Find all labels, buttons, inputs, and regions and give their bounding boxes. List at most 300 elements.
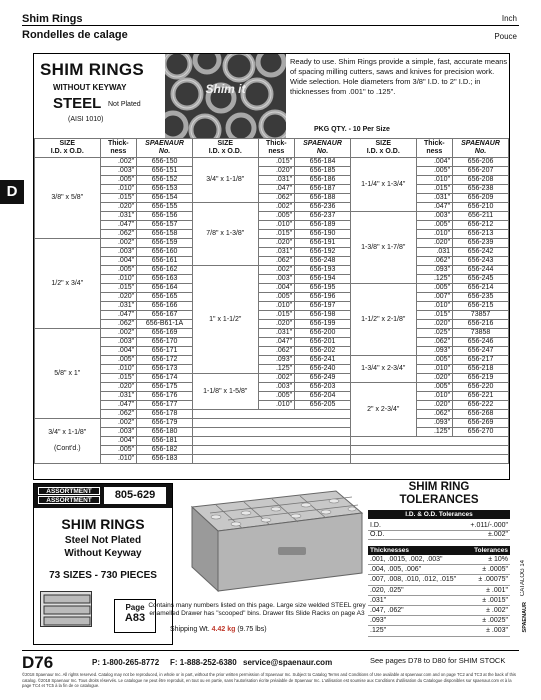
part-number-cell[interactable]: 656-200 (295, 329, 351, 338)
tolerance-value: ±.002" (412, 531, 510, 540)
thickness-cell: .020" (258, 167, 295, 176)
part-number-cell[interactable]: 656-166 (137, 302, 193, 311)
empty-cell (350, 455, 508, 464)
part-number-cell[interactable]: 656-238 (453, 185, 509, 194)
footer-divider (22, 650, 519, 651)
table-row (35, 383, 509, 392)
part-number-cell[interactable]: 656-197 (295, 302, 351, 311)
thickness-cell: .047" (258, 185, 295, 194)
part-number-cell[interactable]: 656-164 (137, 284, 193, 293)
size-cell (192, 266, 258, 374)
part-number-cell[interactable]: 656-246 (453, 338, 509, 347)
product-intro (34, 54, 164, 138)
shim-ring-table-body (35, 158, 509, 464)
phone-number[interactable]: P: 1-800-265-8772 (92, 658, 160, 667)
part-number-cell[interactable]: 656-158 (137, 230, 193, 239)
slide-rack-icon (40, 591, 92, 627)
thickness-cell: .062" (258, 347, 295, 356)
thickness-cell: .010" (416, 392, 453, 401)
part-number-cell[interactable]: 656-222 (453, 401, 509, 410)
thickness-cell: .010" (258, 401, 295, 410)
part-number-cell[interactable]: 656-187 (295, 185, 351, 194)
table-row (35, 320, 509, 329)
part-number-cell[interactable]: 73858 (453, 329, 509, 338)
part-number-cell[interactable]: 656-160 (137, 248, 193, 257)
page-header-subtitle-fr: Rondelles de calage (22, 29, 128, 41)
part-number-cell[interactable]: 656-202 (295, 347, 351, 356)
thickness-cell: .093" (416, 266, 453, 275)
part-number-cell[interactable]: 656-195 (295, 284, 351, 293)
table-row (35, 176, 509, 185)
idod-row (368, 531, 510, 540)
part-number-cell[interactable]: 656-154 (137, 194, 193, 203)
size-value: 5/8" x 1" (54, 369, 81, 377)
part-number-cell[interactable]: 656-150 (137, 158, 193, 167)
part-number-cell[interactable]: 656-242 (453, 248, 509, 257)
size-cell (192, 374, 258, 410)
thicknesses-header: Thicknesses (368, 546, 468, 555)
thickness-header: Thick- ness (416, 139, 453, 158)
thickness-range: .031" (368, 595, 468, 605)
thickness-cell: .005" (416, 356, 453, 365)
thickness-cell: .002" (100, 158, 137, 167)
thickness-cell: .093" (416, 419, 453, 428)
part-number-cell[interactable]: 656-199 (295, 320, 351, 329)
assortment-header (34, 484, 172, 508)
part-number-cell[interactable]: 656-215 (453, 302, 509, 311)
size-cell (35, 158, 101, 239)
size-value: 3/4" x 1-1/8" (48, 429, 87, 436)
thickness-cell: .020" (100, 383, 137, 392)
part-number-cell[interactable]: 656-157 (137, 221, 193, 230)
page-number: D76 (22, 653, 54, 672)
tolerance-value: +.011/-.000" (412, 522, 510, 531)
part-number-cell[interactable]: 656-185 (295, 167, 351, 176)
tolerance-value: ± .003" (468, 626, 510, 636)
thickness-cell: .005" (258, 392, 295, 401)
thickness-cell: .125" (416, 428, 453, 437)
thickness-cell: .062" (416, 338, 453, 347)
part-number-cell[interactable]: 656-198 (295, 311, 351, 320)
empty-cell (192, 410, 350, 419)
part-number-cell[interactable]: 656-241 (295, 356, 351, 365)
table-row (35, 365, 509, 374)
part-number-cell[interactable]: 656-191 (295, 239, 351, 248)
table-row (35, 275, 509, 284)
section-tab[interactable]: D (0, 180, 24, 204)
idod-tolerances-table (368, 522, 510, 540)
size-cell (350, 356, 416, 383)
thickness-cell: .020" (416, 320, 453, 329)
idod-row (368, 522, 510, 531)
thickness-cell: .062" (258, 194, 295, 203)
thickness-cell: .010" (258, 302, 295, 311)
thickness-cell: .015" (100, 374, 137, 383)
part-number-cell[interactable]: 656-270 (453, 428, 509, 437)
header-divider (22, 25, 519, 26)
thickness-cell: .062" (416, 257, 453, 266)
part-number-cell[interactable]: 656-247 (453, 347, 509, 356)
size-value: 1-1/8" x 1-5/8" (203, 387, 248, 395)
shim-ring-catalog-panel (33, 53, 510, 480)
part-number-cell[interactable]: 656-173 (137, 365, 193, 374)
part-number-cell[interactable]: 656-213 (453, 230, 509, 239)
part-number-cell[interactable]: 656-172 (137, 356, 193, 365)
tolerance-value: ± .001" (468, 585, 510, 595)
thickness-cell: .005" (416, 221, 453, 230)
part-number-cell[interactable]: 656-206 (453, 158, 509, 167)
part-number-cell[interactable]: 656-178 (137, 410, 193, 419)
tolerances-header: Tolerances (468, 546, 510, 555)
photo-caption: Shim it (205, 82, 246, 96)
thickness-cell: .005" (100, 176, 137, 185)
tolerance-value: ± 10% (468, 555, 510, 565)
part-number-cell[interactable]: 656-218 (453, 365, 509, 374)
size-cell (350, 383, 416, 437)
part-number-cell[interactable]: 656-220 (453, 383, 509, 392)
part-number-cell[interactable]: 656-169 (137, 329, 193, 338)
table-row (35, 185, 509, 194)
product-keyway: WITHOUT KEYWAY (53, 83, 127, 92)
part-number-cell[interactable]: 73857 (453, 311, 509, 320)
empty-cell (192, 428, 350, 437)
page-reference-number: A83 (124, 612, 146, 624)
thickness-cell: .004" (100, 437, 137, 446)
part-number-cell[interactable]: 656-193 (295, 266, 351, 275)
thickness-cell: .020" (100, 293, 137, 302)
table-row (35, 221, 509, 230)
part-number-cell[interactable]: 656-180 (137, 428, 193, 437)
thickness-cell: .031" (258, 248, 295, 257)
tolerances-title (368, 481, 510, 507)
thickness-cell: .005" (100, 266, 137, 275)
legal-notice: ©2018 Spaenaur Inc. All rights reserved. Catalog may not be reproduced, in whole or in part, without the prior written permission of Spaenaur Inc. Subject to Catalog Terms and Conditions of Use available at spaenaur.com and on page TC2 and TC3 at the back of this catalog. ©2018 Spaenaur Inc. Tous droits réservés. Le catalogue ne peut être reproduit, en tout ou en partie, sans l'autorisation écrite préalable de Spaenaur Inc. L'utilisation est soumise aux Conditions d'utilisation du Catalogue disponibles sur spaenaur.com et à la page TC4 et TC5 à la fin de ce catalogue. (22, 672, 517, 688)
thickness-cell: .031" (100, 392, 137, 401)
table-row (35, 239, 509, 248)
part-number-cell[interactable]: 656-162 (137, 266, 193, 275)
shim-rings-illustration (165, 54, 286, 138)
table-row (35, 311, 509, 320)
table-row (35, 293, 509, 302)
part-number-cell[interactable]: 656-182 (137, 446, 193, 455)
table-row (35, 212, 509, 221)
thickness-cell: .005" (416, 167, 453, 176)
part-number-cell[interactable]: 656-189 (295, 221, 351, 230)
part-number-cell[interactable]: 656-268 (453, 410, 509, 419)
part-number-cell[interactable]: 656-217 (453, 356, 509, 365)
table-row (35, 158, 509, 167)
tolerance-value: ± .0025" (468, 616, 510, 626)
part-number-cell[interactable]: 656-183 (137, 455, 193, 464)
thickness-cell: .031" (258, 329, 295, 338)
assortment-keyway: Without Keyway (64, 548, 142, 559)
page-header-unit: Inch (501, 14, 517, 23)
thickness-cell: .004" (416, 158, 453, 167)
size-cell (35, 239, 101, 329)
thickness-cell: .003" (258, 383, 295, 392)
empty-cell (192, 419, 350, 428)
assortment-panel (33, 483, 173, 645)
page-header-unit-fr: Pouce (494, 32, 517, 41)
thickness-cell: .015" (100, 194, 137, 203)
thickness-cell: .020" (100, 203, 137, 212)
thickness-cell: .125" (258, 365, 295, 374)
thickness-cell: .031" (100, 212, 137, 221)
part-number-cell[interactable]: 656-244 (453, 266, 509, 275)
part-number-cell[interactable]: 656-211 (453, 212, 509, 221)
package-quantity: PKG QTY. - 10 Per Size (314, 126, 390, 133)
part-number-cell[interactable]: 656-240 (295, 365, 351, 374)
thickness-cell: .031 (416, 248, 453, 257)
shipping-weight-label: Shipping Wt. (170, 626, 210, 633)
thickness-cell: .062" (258, 257, 295, 266)
tolerance-value: ± .0015" (468, 595, 510, 605)
thickness-cell: .031" (258, 176, 295, 185)
catalog-edition: CATALOG 14 (520, 560, 526, 597)
thickness-tolerances-table (368, 546, 510, 637)
part-number-cell[interactable]: 656-269 (453, 419, 509, 428)
assortment-title: SHIM RINGS (61, 516, 145, 532)
thickness-cell: .062" (100, 410, 137, 419)
part-number-cell[interactable]: 656-243 (453, 257, 509, 266)
part-number-cell[interactable]: 656-155 (137, 203, 193, 212)
part-number-cell[interactable]: 656-159 (137, 239, 193, 248)
part-number-cell[interactable]: 656-204 (295, 392, 351, 401)
part-number-cell[interactable]: 656-239 (453, 239, 509, 248)
size-cell (192, 158, 258, 203)
thickness-cell: .047" (100, 311, 137, 320)
table-row (35, 167, 509, 176)
part-number-cell[interactable]: 656-177 (137, 401, 193, 410)
part-number-cell[interactable]: 656-161 (137, 257, 193, 266)
part-number-cell[interactable]: 656-186 (295, 176, 351, 185)
tolerance-row (368, 616, 510, 626)
spaenaur-logo: SPAENAUR (522, 602, 528, 633)
size-value: 2" x 2-3/4" (367, 405, 400, 413)
part-number-cell[interactable]: 656-175 (137, 383, 193, 392)
part-number-cell[interactable]: 656-174 (137, 374, 193, 383)
thickness-range: .001, .0015, .002, .003" (368, 555, 468, 565)
product-material: STEEL (53, 95, 102, 112)
part-number-cell[interactable]: 656-248 (295, 257, 351, 266)
thickness-cell: .002" (100, 419, 137, 428)
thickness-cell: .004" (258, 284, 295, 293)
assortment-number[interactable]: 805-629 (104, 487, 166, 504)
tolerance-row (368, 595, 510, 605)
thickness-cell: .007" (416, 293, 453, 302)
thickness-cell: .010" (416, 365, 453, 374)
thickness-cell: .010" (100, 185, 137, 194)
thickness-cell: .047" (416, 203, 453, 212)
part-number-cell[interactable]: 656-212 (453, 221, 509, 230)
part-number-cell[interactable]: 656-171 (137, 347, 193, 356)
thickness-cell: .005" (416, 284, 453, 293)
table-row (35, 428, 509, 437)
tolerances-title-line1: SHIM RING (408, 481, 470, 493)
shipping-weight-lbs: (9.75 lbs) (237, 626, 267, 633)
size-note: (Cont'd.) (53, 445, 81, 452)
thickness-cell: .031" (416, 194, 453, 203)
tolerance-row (368, 565, 510, 575)
thickness-header: Thick- ness (100, 139, 137, 158)
table-row (35, 446, 509, 455)
part-number-cell[interactable]: 656-176 (137, 392, 193, 401)
thickness-cell: .010" (258, 221, 295, 230)
table-row (35, 257, 509, 266)
thickness-cell: .047" (100, 401, 137, 410)
thickness-cell: .020" (416, 239, 453, 248)
thickness-range: .004, .005, .006" (368, 565, 468, 575)
dimension-label: O.D. (368, 531, 412, 540)
shipping-weight (170, 626, 267, 633)
size-header: SIZE I.D. x O.D. (35, 139, 101, 158)
product-spec: (AISI 1010) (68, 116, 104, 123)
thickness-cell: .020" (258, 320, 295, 329)
thickness-cell: .062" (100, 320, 137, 329)
part-number-cell[interactable]: 656-221 (453, 392, 509, 401)
part-number-cell[interactable]: 656-235 (453, 293, 509, 302)
thickness-cell: .010" (100, 275, 137, 284)
part-number-cell[interactable]: 656-192 (295, 248, 351, 257)
thickness-cell: .002" (258, 374, 295, 383)
part-number-cell[interactable]: 656-249 (295, 374, 351, 383)
part-number-cell[interactable]: 656-188 (295, 194, 351, 203)
size-cell (350, 284, 416, 356)
email-link[interactable]: service@spaenaur.com (243, 658, 333, 667)
size-value: 3/4" x 1-1/8" (206, 176, 245, 183)
size-value: 1/2" x 3/4" (51, 279, 84, 287)
part-number-cell[interactable]: 656-205 (295, 401, 351, 410)
empty-cell (350, 437, 508, 446)
thickness-cell: .003" (416, 212, 453, 221)
table-row (35, 356, 509, 365)
shim-rings-photo (165, 54, 286, 138)
part-number-cell[interactable]: 656-196 (295, 293, 351, 302)
table-row (35, 401, 509, 410)
part-number-cell[interactable]: 656-167 (137, 311, 193, 320)
thickness-cell: .025" (416, 329, 453, 338)
thickness-cell: .004" (100, 257, 137, 266)
thickness-cell: .093" (416, 347, 453, 356)
thickness-cell: .093" (258, 356, 295, 365)
thickness-cell: .062" (100, 230, 137, 239)
thickness-cell: .125" (416, 275, 453, 284)
thickness-cell: .002" (258, 266, 295, 275)
part-number-cell[interactable]: 656-163 (137, 275, 193, 284)
thickness-cell: .003" (100, 167, 137, 176)
thickness-cell: .010" (416, 176, 453, 185)
part-number-cell[interactable]: 656-236 (295, 203, 351, 212)
part-number-cell[interactable]: 656-B61-1A (137, 320, 193, 329)
table-row (35, 419, 509, 428)
thickness-cell: .005" (258, 293, 295, 302)
table-row (35, 194, 509, 203)
thickness-cell: .010" (416, 230, 453, 239)
empty-cell (350, 446, 508, 455)
size-value: 1-3/8" x 1-7/8" (361, 243, 406, 251)
thickness-cell: .002" (100, 239, 137, 248)
thickness-cell: .002" (100, 329, 137, 338)
size-cell (192, 203, 258, 266)
table-row (35, 410, 509, 419)
tolerance-row (368, 606, 510, 616)
part-number-cell[interactable]: 656-207 (453, 167, 509, 176)
shim-ring-size-table (34, 138, 509, 464)
table-row (35, 284, 509, 293)
thickness-cell: .010" (100, 365, 137, 374)
empty-cell (192, 437, 350, 446)
table-row (35, 374, 509, 383)
part-number-header: SPAENAUR No. (295, 139, 351, 158)
dimension-label: I.D. (368, 522, 412, 531)
part-number-cell[interactable]: 656-184 (295, 158, 351, 167)
part-number-cell[interactable]: 656-190 (295, 230, 351, 239)
table-row (35, 338, 509, 347)
part-number-cell[interactable]: 656-156 (137, 212, 193, 221)
thickness-cell: .047" (258, 338, 295, 347)
part-number-cell[interactable]: 656-194 (295, 275, 351, 284)
empty-cell (192, 446, 350, 455)
thickness-range: .093" (368, 616, 468, 626)
part-number-cell[interactable]: 656-216 (453, 320, 509, 329)
part-number-cell[interactable]: 656-165 (137, 293, 193, 302)
part-number-cell[interactable]: 656-245 (453, 275, 509, 284)
part-number-cell[interactable]: 656-170 (137, 338, 193, 347)
thickness-cell: .005" (416, 383, 453, 392)
thickness-cell: .003" (100, 428, 137, 437)
part-number-cell[interactable]: 656-219 (453, 374, 509, 383)
size-value: 1-3/4" x 2-3/4" (361, 365, 406, 372)
thickness-cell: .031" (100, 302, 137, 311)
thickness-cell: .047" (100, 221, 137, 230)
part-number-cell[interactable]: 656-208 (453, 176, 509, 185)
page-reference-label: Page (125, 603, 145, 612)
part-number-cell[interactable]: 656-181 (137, 437, 193, 446)
part-number-cell[interactable]: 656-152 (137, 176, 193, 185)
part-number-cell[interactable]: 656-153 (137, 185, 193, 194)
assortment-caption: Contains many numbers listed on this page. Large size welded STEEL grey enamelled Drawer has "scooped" bins. Drawer fits Slide Racks on page A3 (148, 602, 366, 617)
assortment-material: Steel Not Plated (64, 535, 142, 546)
size-value: 1-1/2" x 2-1/8" (361, 315, 406, 323)
assortment-label: ASSORTMENT (38, 487, 100, 495)
part-number-cell[interactable]: 656-210 (453, 203, 509, 212)
part-number-cell[interactable]: 656-209 (453, 194, 509, 203)
tolerance-value: ± .0005" (468, 565, 510, 575)
thickness-range: .020, .025" (368, 585, 468, 595)
thickness-cell: .062" (416, 410, 453, 419)
see-also-note[interactable]: See pages D78 to D80 for SHIM STOCK (370, 656, 506, 665)
table-row (35, 266, 509, 275)
fax-number: F: 1-888-252-6380 (170, 658, 237, 667)
part-number-cell[interactable]: 656-151 (137, 167, 193, 176)
part-number-cell[interactable]: 656-201 (295, 338, 351, 347)
size-value: 1" x 1-1/2" (209, 315, 242, 323)
part-number-cell[interactable]: 656-179 (137, 419, 193, 428)
tolerance-row (368, 555, 510, 565)
shipping-weight-kg: 4.42 kg (211, 626, 236, 633)
size-cell (350, 212, 416, 284)
thickness-header: Thick- ness (258, 139, 295, 158)
thickness-cell: .015" (100, 284, 137, 293)
thickness-cell: .005" (100, 356, 137, 365)
part-number-cell[interactable]: 656-203 (295, 383, 351, 392)
part-number-cell[interactable]: 656-214 (453, 284, 509, 293)
table-row (35, 302, 509, 311)
table-row (35, 203, 509, 212)
size-header: SIZE I.D. x O.D. (350, 139, 416, 158)
product-description: Ready to use. Shim Rings provide a simple, fast, accurate means of spacing milling cutters, saws and knives for precision work. Wide selection. Hole diameters from 3/8" I.D. to 2" I.D.; in thicknesses from .001" to .125". (290, 57, 508, 96)
part-number-cell[interactable]: 656-237 (295, 212, 351, 221)
